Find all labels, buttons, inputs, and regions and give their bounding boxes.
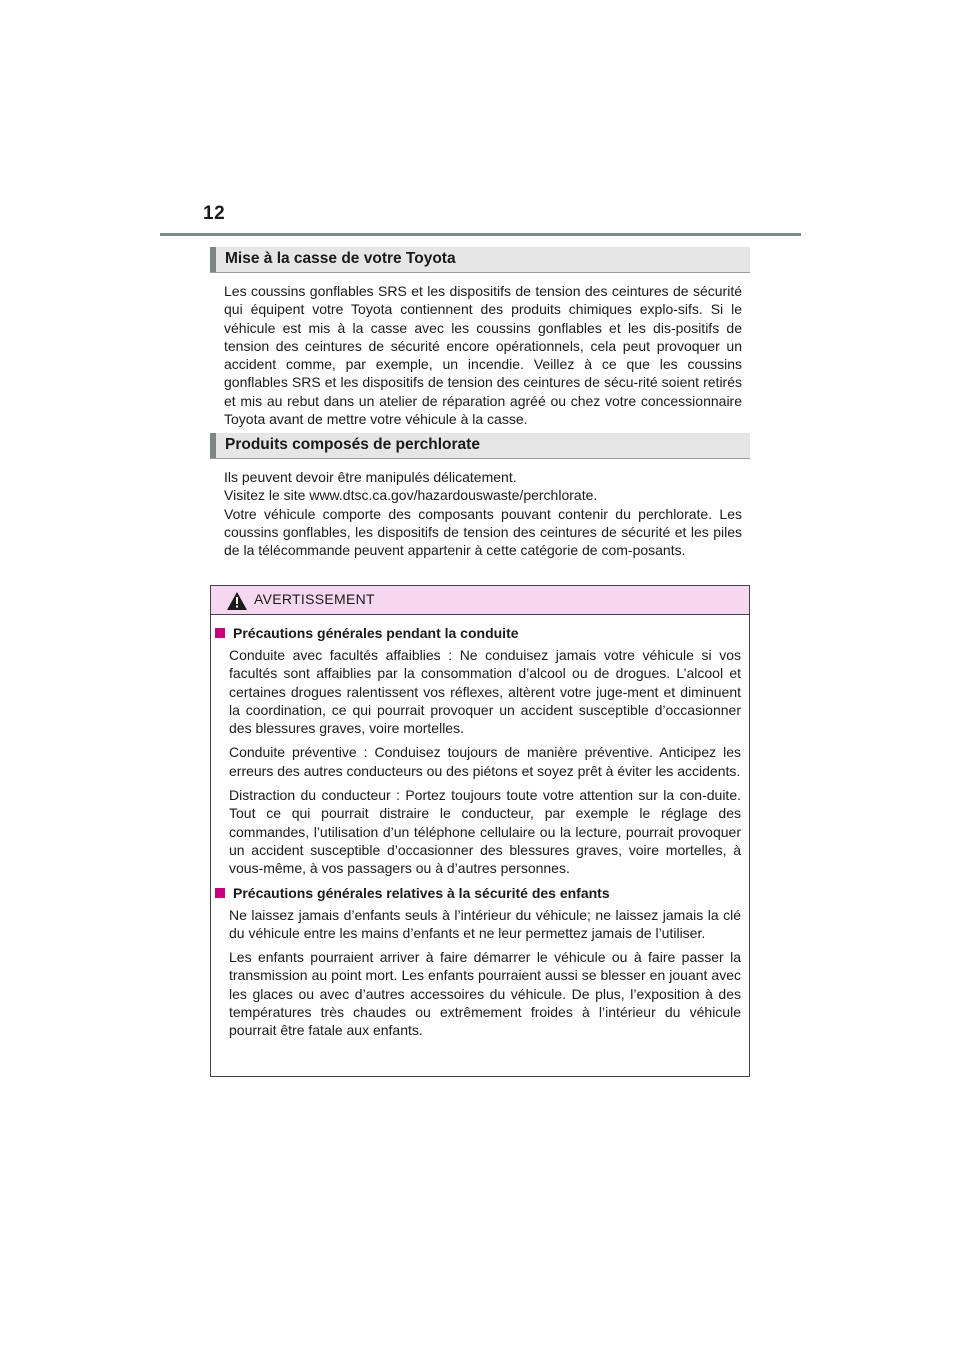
- perchlorate-paragraph: [224, 468, 742, 559]
- warning-triangle-icon: [227, 592, 247, 610]
- warning-item: [211, 884, 749, 1040]
- warning-item: [211, 624, 749, 878]
- warning-item-title: [215, 624, 749, 642]
- section-bar: [210, 247, 216, 272]
- warning-content: [211, 624, 749, 1040]
- warning-item-title-text: Précautions générales relatives à la sécurité des enfants: [233, 884, 610, 901]
- perchlorate-line: Votre véhicule comporte des composants pouvant contenir du perchlorate. Les coussins gonflables, les dispositifs de tension des ceintures de sécurité et les piles de la télécommande peuvent appartenir à cette catégorie de com-posants.: [224, 505, 742, 559]
- top-rule: [160, 233, 801, 236]
- section-title: Produits composés de perchlorate: [225, 436, 480, 453]
- warning-box: [210, 585, 750, 1077]
- warning-paragraph: Distraction du conducteur : Portez toujours toute votre attention sur la con-duite. Tout ce qui pourrait distraire le conducteur, par exemple le réglage des commandes, l’utilisation d’un téléphone cellulaire ou la lecture, pourrait provoquer un accident susceptible d’occasionner des blessures graves, voire mortelles, à vous-même, à vos passagers ou à d’autres personnes.: [229, 787, 741, 877]
- perchlorate-link-line: Visitez le site www.dtsc.ca.gov/hazardouswaste/perchlorate.: [224, 487, 598, 504]
- disposal-paragraph: [224, 282, 742, 428]
- warning-item-title: [215, 884, 749, 902]
- section-title: Mise à la casse de votre Toyota: [225, 250, 456, 267]
- square-bullet-icon: [215, 888, 225, 898]
- perchlorate-line: Ils peuvent devoir être manipulés délicatement.: [224, 469, 517, 485]
- warning-paragraph: Conduite préventive : Conduisez toujours de manière préventive. Anticipez les erreurs des autres conducteurs ou des piétons et soyez prêt à éviter les accidents.: [229, 744, 741, 779]
- page-number: 12: [203, 203, 226, 224]
- section-header-disposal: [210, 247, 750, 273]
- warning-item-title-text: Précautions générales pendant la conduite: [233, 625, 519, 641]
- section-header-perchlorate: [210, 433, 750, 459]
- square-bullet-icon: [215, 628, 225, 638]
- disposal-text: Les coussins gonflables SRS et les dispositifs de tension des ceintures de sécurité qui équipent votre Toyota contiennent des produits chimiques explo-sifs. Si le véhicule est mis à la casse avec les coussins gonflables et les dis-positifs de tension des ceintures de sécurité encore opérationnels, cela peut provoquer un accident comme, par exemple, un incendie. Veillez à ce que les coussins gonflables SRS et les dispositifs de tension des ceintures de sécu-rité soient retirés et mis au rebut dans un atelier de réparation agréé ou chez votre concessionnaire Toyota avant de mettre votre véhicule à la casse.: [224, 283, 742, 428]
- section-bar: [210, 433, 216, 458]
- warning-label: AVERTISSEMENT: [254, 591, 375, 607]
- warning-paragraph: Les enfants pourraient arriver à faire démarrer le véhicule ou à faire passer la transmission au point mort. Les enfants pourraient aussi se blesser en jouant avec les glaces ou avec d’autres accessoires du véhicule. De plus, l’exposition à des températures très chaudes ou extrêmement froides à l’intérieur du véhicule pourrait être fatale aux enfants.: [229, 949, 741, 1039]
- warning-paragraph: Ne laissez jamais d’enfants seuls à l’intérieur du véhicule; ne laissez jamais la clé du véhicule entre les mains d’enfants et ne leur permettez jamais de l’utiliser.: [229, 906, 741, 941]
- warning-header: [211, 586, 749, 615]
- warning-paragraph: Conduite avec facultés affaiblies : Ne conduisez jamais votre véhicule si vos facultés sont affaiblies par la consommation d’alcool ou de drogues. L’alcool et certaines drogues ralentissent vos réflexes, altèrent votre juge-ment et diminuent la coordination, ce qui pourrait provoquer un accident susceptible d’occasionner des blessures graves, voire mortelles.: [229, 647, 741, 737]
